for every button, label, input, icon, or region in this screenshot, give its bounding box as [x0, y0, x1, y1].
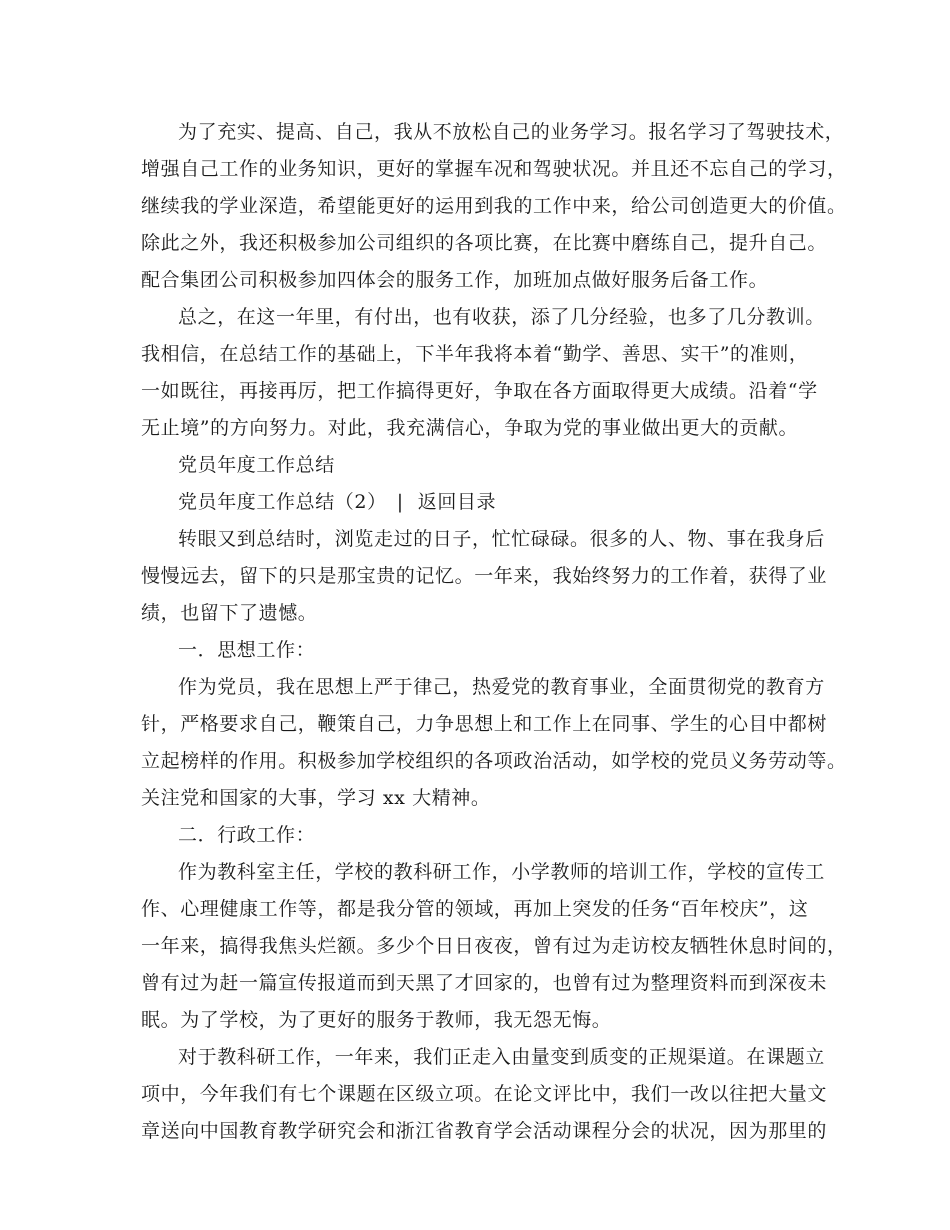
paragraph-line: 为了充实、提高、自己，我从不放松自己的业务学习。报名学习了驾驶技术， [178, 121, 845, 143]
paragraph-line: 绩，也留下了遗憾。 [141, 602, 318, 624]
paragraph-line: 关注党和国家的大事，学习 xx 大精神。 [141, 787, 491, 809]
paragraph-line: 转眼又到总结时，浏览走过的日子，忙忙碌碌。很多的人、物、事在我身后 [178, 528, 825, 550]
section-subtitle: 党员年度工作总结（2） [178, 491, 387, 513]
paragraph-line: 作为教科室主任，学校的教科研工作，小学教师的培训工作，学校的宣传工 [178, 861, 825, 883]
paragraph-line: 作、心理健康工作等，都是我分管的领域，再加上突发的任务“百年校庆”，这 [141, 898, 809, 920]
paragraph-line: 慢慢远去，留下的只是那宝贵的记忆。一年来，我始终努力的工作着，获得了业 [141, 565, 828, 587]
paragraph-line: 一年来，搞得我焦头烂额。多少个日日夜夜，曾有过为走访校友牺牲休息时间的， [141, 935, 847, 957]
paragraph-line: 项中，今年我们有七个课题在区级立项。在论文评比中，我们一改以往把大量文 [141, 1083, 828, 1105]
paragraph-line: 章送向中国教育教学研究会和浙江省教育学会活动课程分会的状况，因为那里的 [141, 1120, 828, 1142]
section-title: 党员年度工作总结 [178, 454, 335, 476]
heading-thought-work: 一．思想工作： [178, 639, 316, 661]
paragraph-line: 继续我的学业深造，希望能更好的运用到我的工作中来，给公司创造更大的价值。 [141, 195, 847, 217]
paragraph-line: 曾有过为赶一篇宣传报道而到天黑了才回家的，也曾有过为整理资料而到深夜未 [141, 972, 828, 994]
paragraph-line: 我相信，在总结工作的基础上，下半年我将本着“勤学、善思、实干”的准则， [141, 343, 809, 365]
toc-entry [178, 490, 496, 514]
toc-separator: | [396, 491, 404, 513]
paragraph-line: 作为党员，我在思想上严于律己，热爱党的教育事业，全面贯彻党的教育方 [178, 676, 825, 698]
paragraph-line: 除此之外，我还积极参加公司组织的各项比赛，在比赛中磨练自己，提升自己。 [141, 232, 828, 254]
paragraph-line: 立起榜样的作用。积极参加学校组织的各项政治活动，如学校的党员义务劳动等。 [141, 750, 847, 772]
heading-admin-work: 二．行政工作： [178, 824, 316, 846]
paragraph-line: 一如既往，再接再厉，把工作搞得更好，争取在各方面取得更大成绩。沿着“学 [141, 380, 818, 402]
paragraph-line: 针，严格要求自己，鞭策自己，力争思想上和工作上在同事、学生的心目中都树 [141, 713, 828, 735]
return-to-toc-link[interactable]: 返回目录 [417, 491, 497, 513]
paragraph-line: 无止境”的方向努力。对此，我充满信心，争取为党的事业做出更大的贡献。 [141, 417, 799, 439]
paragraph-line: 总之，在这一年里，有付出，也有收获，添了几分经验，也多了几分教训。 [178, 306, 825, 328]
paragraph-line: 配合集团公司积极参加四体会的服务工作，加班加点做好服务后备工作。 [141, 269, 769, 291]
paragraph-line: 增强自己工作的业务知识，更好的掌握车况和驾驶状况。并且还不忘自己的学习， [141, 158, 847, 180]
paragraph-line: 对于教科研工作，一年来，我们正走入由量变到质变的正规渠道。在课题立 [178, 1046, 825, 1068]
paragraph-line: 眠。为了学校，为了更好的服务于教师，我无怨无悔。 [141, 1009, 612, 1031]
